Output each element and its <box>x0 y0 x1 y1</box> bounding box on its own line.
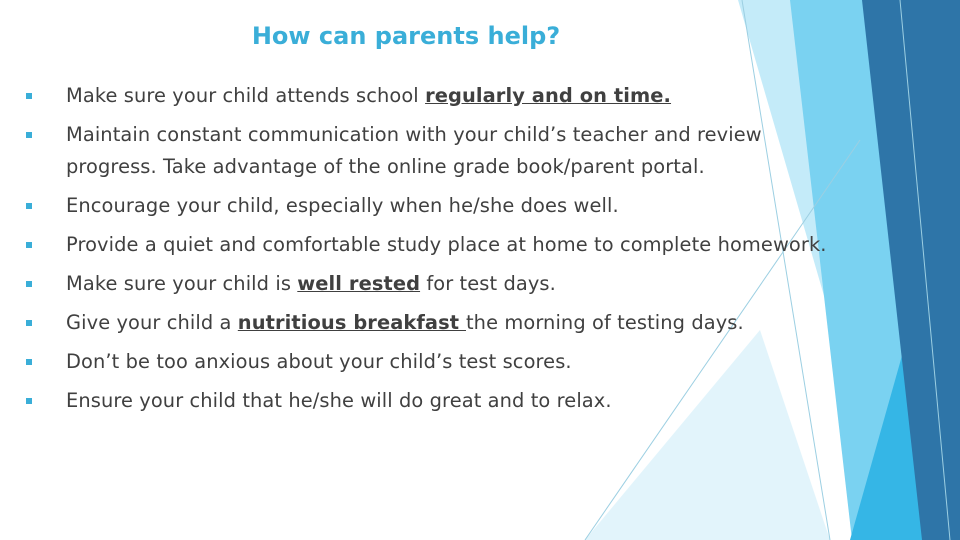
bullet-text: Make sure your child attends school regularly and on time. <box>66 84 672 107</box>
slide-title: How can parents help? <box>251 22 561 50</box>
square-bullet-icon <box>26 359 32 365</box>
bullet-item <box>26 307 836 339</box>
bullet-text: Encourage your child, especially when he/she does well. <box>66 194 619 217</box>
bullet-item <box>26 268 836 300</box>
bullet-list <box>26 80 836 417</box>
emphasis-text: well rested <box>297 272 421 295</box>
square-bullet-icon <box>26 242 32 248</box>
bullet-item <box>26 190 836 222</box>
square-bullet-icon <box>26 320 32 326</box>
square-bullet-icon <box>26 281 32 287</box>
bullet-text: Provide a quiet and comfortable study place at home to complete homework. <box>66 233 827 256</box>
bullet-item <box>26 385 836 417</box>
square-bullet-icon <box>26 203 32 209</box>
emphasis-text: regularly and on time. <box>425 84 672 107</box>
square-bullet-icon <box>26 398 32 404</box>
square-bullet-icon <box>26 93 32 99</box>
emphasis-text: nutritious breakfast <box>237 311 466 334</box>
bullet-item <box>26 80 836 112</box>
square-bullet-icon <box>26 132 32 138</box>
bullet-text: Give your child a nutritious breakfast the morning of testing days. <box>66 311 744 334</box>
bullet-item <box>26 119 836 183</box>
bullet-text: Ensure your child that he/she will do great and to relax. <box>66 389 612 412</box>
bullet-text: Make sure your child is well rested for test days. <box>66 272 556 295</box>
bullet-item <box>26 229 836 261</box>
bullet-item <box>26 346 836 378</box>
bullet-text: Don’t be too anxious about your child’s test scores. <box>66 350 572 373</box>
bullet-text: Maintain constant communication with your child’s teacher and review progress. Take advantage of the online grade book/parent portal. <box>66 123 762 178</box>
